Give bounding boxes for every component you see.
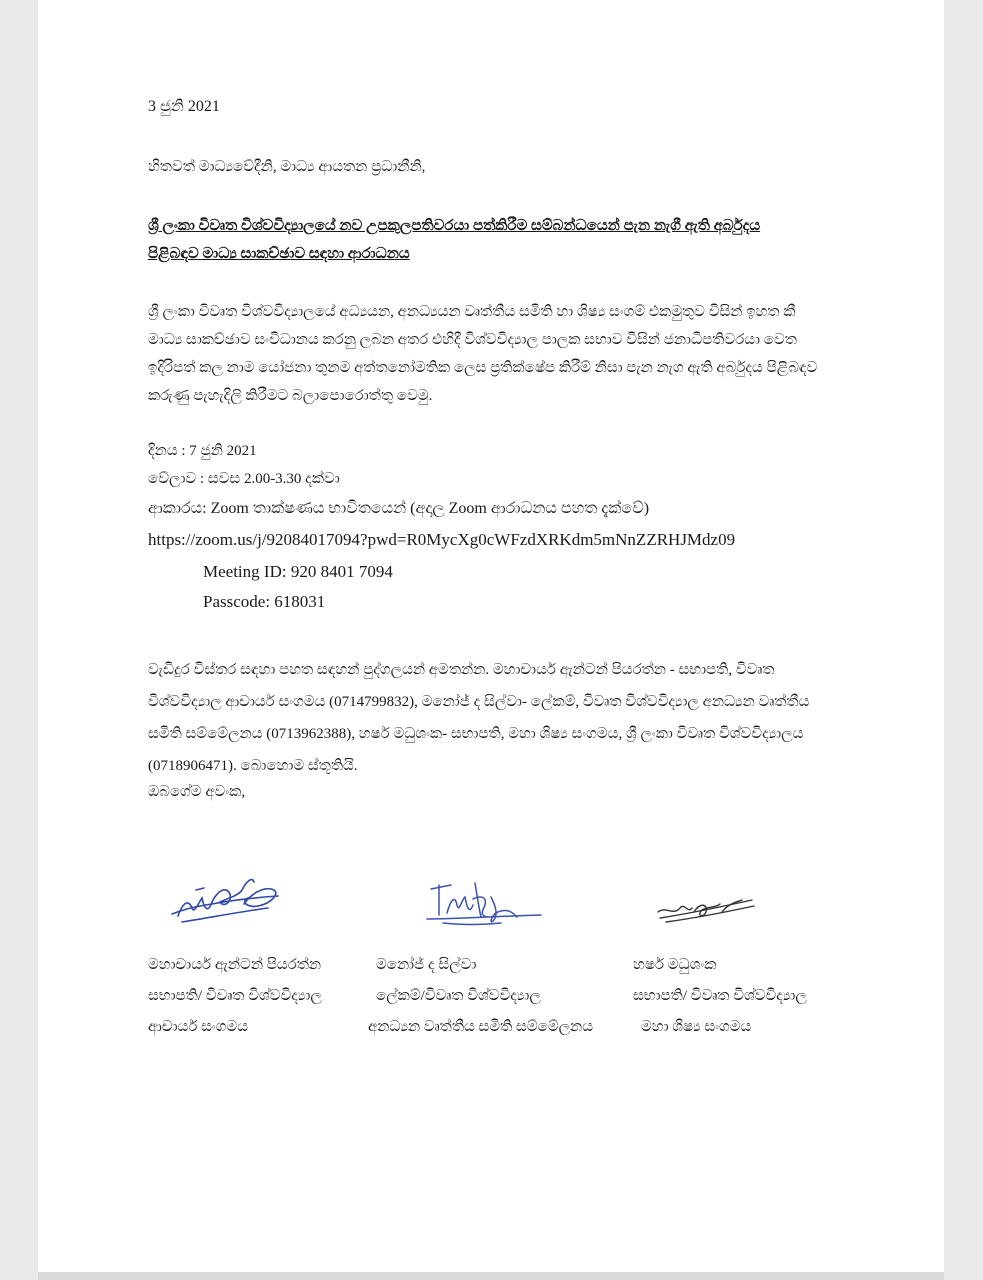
letter-page xyxy=(38,0,944,1272)
zoom-link[interactable]: https://zoom.us/j/92084017094?pwd=R0MycXg0cWFzdXRKdm5mNnZZRHJMdz09 xyxy=(148,530,736,549)
signatory-3-org: මහා ශිෂ්‍ය සංගමය xyxy=(641,1019,752,1035)
signatory-1-name: මහාචාර්ය ඇන්ටන් පියරත්න xyxy=(148,957,322,973)
meeting-id: Meeting ID: 920 8401 7094 xyxy=(203,562,393,581)
intro-paragraph: ශ්‍රී ලංකා විවෘත විශ්වවිද්‍යාලයේ අධ්‍යයන, අනධ්‍යයන වෘත්තීය සමිති හා ශිෂ්‍ය සංගම් එකමුතුව විසින් ඉහත කී මාධ්‍ය සාකච්ඡාව සංවිධානය කරනු ලබන අතර එහිදී විශ්වවිද්‍යාල පාලක සභාව විසින් ජනාධිපතිවරයා වෙත ඉදිරිපත් කල නාම යෝජනා තුනම අත්තනෝමතික ලෙස ප්‍රතික්ෂේප කිරීම් නිසා පැන නැග ඇති අර්බුදය පිළිබඳව කරුණු පැහැදිලි කිරීමට බලාපොරොත්තු වෙමු. xyxy=(148,304,818,404)
signatory-2-org: අනධ්‍යන වෘත්තීය සමිති සම්මේලනය xyxy=(368,1019,594,1035)
closing: ඔබගේම අවංක, xyxy=(148,784,246,800)
letter-subject xyxy=(148,212,808,268)
signatory-3-role: සභාපති/ විවෘත විශ්වවිද්‍යාල xyxy=(633,988,807,1004)
meeting-mode: ආකාරය: Zoom තාක්ෂණය භාවිතයෙන් (අදාල Zoom ආරාධනය පහත දැක්වේ) xyxy=(148,500,650,517)
signatory-1-org: ආචාර්ය සංගමය xyxy=(148,1019,249,1035)
signatory-2 xyxy=(368,950,593,1043)
subject-text: ශ්‍රී ලංකා විවෘත විශ්වවිද්‍යාලයේ නව උපකුලපතිවරයා පත්කිරීම සම්බන්ධයෙන් පැන නැගී ඇති අර්බුදය පිළිබඳව මාධ්‍ය සාකච්ඡාව සඳහා ආරාධනය xyxy=(148,218,761,262)
meeting-passcode: Passcode: 618031 xyxy=(203,592,326,611)
salutation: හිතවත් මාධ්‍යවේදීනි, මාධ්‍ය ආයතන ප්‍රධානීනි, xyxy=(148,159,426,175)
signatory-2-name: මනෝජ් ද සිල්වා xyxy=(376,957,477,973)
signatory-3-name: හර්ෂ මධුශංක xyxy=(633,957,717,973)
meeting-date: දිනය : 7 ජුනි 2021 xyxy=(148,443,257,459)
signatory-2-role: ලේකම්/විවෘත විශ්වවිද්‍යාල xyxy=(376,988,541,1004)
signatory-1 xyxy=(148,950,322,1043)
letter-date: 3 ජුනි 2021 xyxy=(148,98,220,115)
signatory-1-role: සභාපති/ විවෘත විශ්වවිද්‍යාල xyxy=(148,988,322,1004)
page-bottom-edge xyxy=(38,1272,944,1280)
signature-1 xyxy=(168,868,286,932)
meeting-time: වේලාව : සවස 2.00-3.30 දක්වා xyxy=(148,471,340,487)
signature-2 xyxy=(421,875,545,937)
contact-paragraph: වැඩිදුර විස්තර සඳහා පහත සඳහන් පුද්ගලයන් අමතන්න. මහාචාර්ය ඇන්ටන් පියරත්න - සභාපති, විවෘත විශ්වවිද්‍යාල ආචාර්ය සංගමය (0714799832), මනෝජ් ද සිල්වා- ලේකම්, විවෘත විශ්වවිද්‍යාල අනධ්‍යන වෘත්තීය සමිති සම්මේලනය (0713962388), හර්ෂ මධුශංක- සභාපති, මහා ශිෂ්‍ය සංගමය, ශ්‍රී ලංකා විවෘත විශ්වවිද්‍යාලය (0718906471). බොහොම ස්තූතියි. xyxy=(148,662,810,774)
signature-3 xyxy=(656,890,756,930)
signatory-3 xyxy=(633,950,807,1043)
